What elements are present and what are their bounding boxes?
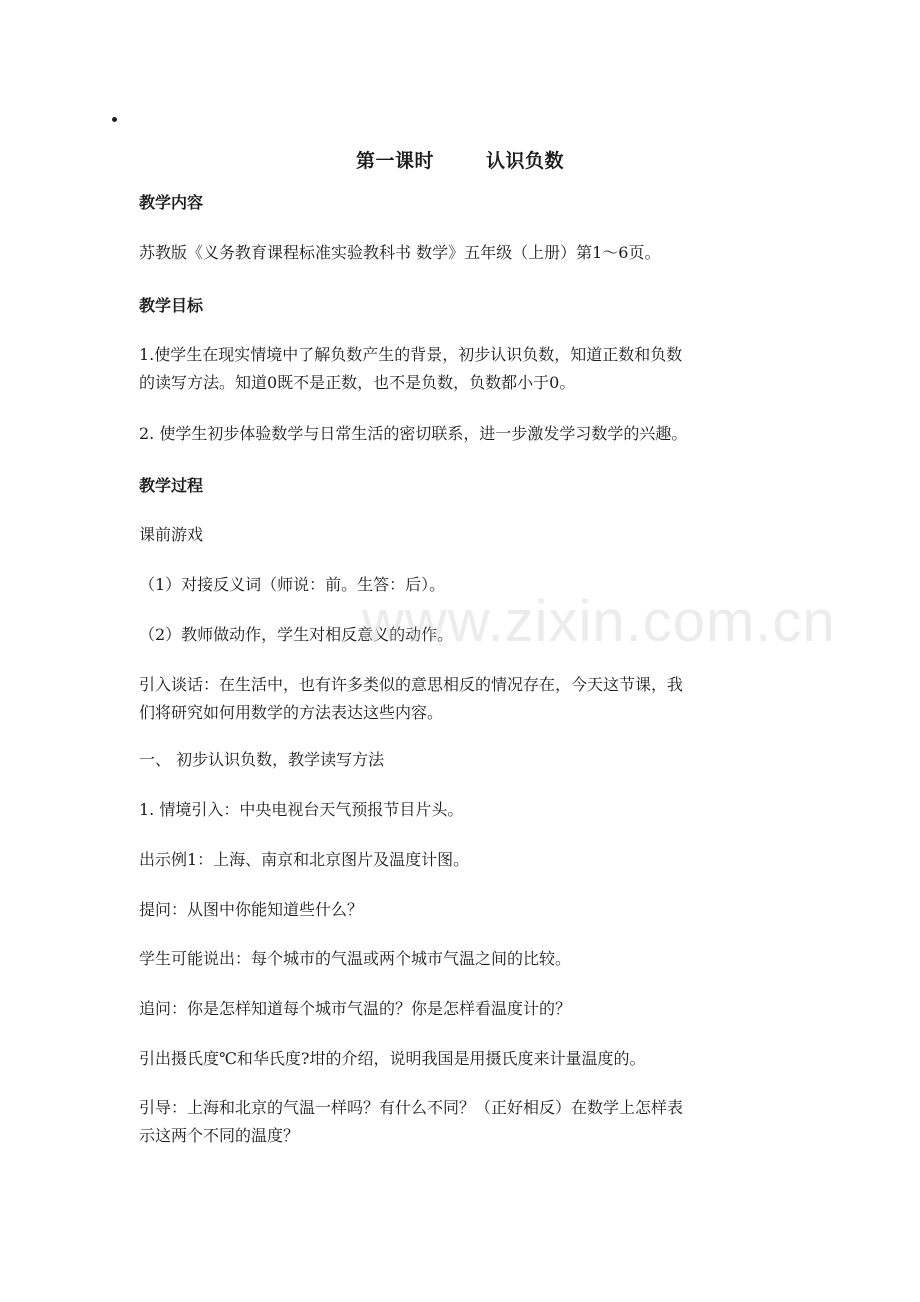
heading-content: 教学内容 — [139, 193, 204, 212]
paragraph-line: 提问：从图中你能知道些什么？ — [139, 900, 364, 919]
paragraph-line: 追问：你是怎样知道每个城市气温的？你是怎样看温度计的？ — [139, 999, 572, 1018]
paragraph-line: 1. 情境引入：中央电视台天气预报节目片头。 — [139, 800, 464, 819]
paragraph-line: 引入谈话：在生活中，也有许多类似的意思相反的情况存在，今天这节课，我 — [139, 675, 684, 694]
paragraph-line: 学生可能说出：每个城市的气温或两个城市气温之间的比较。 — [139, 949, 572, 968]
paragraph-line: 苏教版《义务教育课程标准实验教科书 数学》五年级（上册）第1～6页。 — [139, 243, 661, 262]
title-lesson: 第一课时 — [355, 150, 434, 172]
paragraph-line: 课前游戏 — [139, 525, 204, 544]
heading-objectives: 教学目标 — [139, 296, 204, 315]
paragraph-line: 的读写方法。知道0既不是正数，也不是负数，负数都小于0。 — [139, 373, 576, 392]
bullet-icon — [112, 117, 117, 122]
paragraph-line: 引导：上海和北京的气温一样吗？有什么不同？（正好相反）在数学上怎样表 — [139, 1098, 684, 1117]
paragraph-line: 2. 使学生初步体验数学与日常生活的密切联系，进一步激发学习数学的兴趣。 — [139, 424, 688, 443]
paragraph-line: （1）对接反义词（师说：前。生答：后）。 — [139, 575, 446, 594]
heading-process: 教学过程 — [139, 476, 204, 495]
paragraph-line: 1.使学生在现实情境中了解负数产生的背景，初步认识负数，知道正数和负数 — [139, 345, 683, 364]
title-topic: 认识负数 — [486, 150, 565, 172]
paragraph-line: 们将研究如何用数学的方法表达这些内容。 — [139, 703, 444, 722]
page-title — [0, 146, 920, 173]
section-heading: 一、 初步认识负数，教学读写方法 — [139, 750, 385, 769]
paragraph-line: 引出摄氏度℃和华氏度?坩的介绍，说明我国是用摄氏度来计量温度的。 — [139, 1049, 646, 1068]
paragraph-line: 示这两个不同的温度？ — [139, 1126, 300, 1145]
paragraph-line: （2）教师做动作，学生对相反意义的动作。 — [139, 625, 454, 644]
paragraph-line: 出示例1：上海、南京和北京图片及温度计图。 — [139, 850, 470, 869]
watermark: www.zixin.com.cn — [362, 589, 836, 654]
